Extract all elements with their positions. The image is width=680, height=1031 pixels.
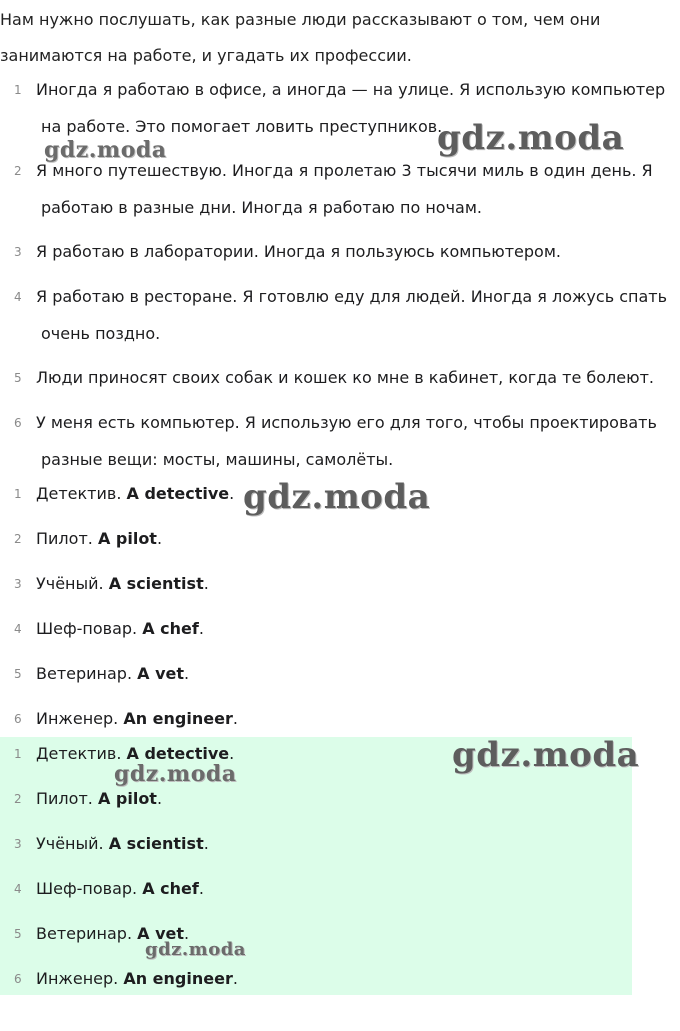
item-text-continued: работаю в разные дни. Иногда я работаю по ночам. — [41, 198, 482, 217]
item-number: 1 — [14, 83, 22, 97]
item-text-continued: на работе. Это помогает ловить преступников. — [41, 117, 443, 136]
item-number: 4 — [14, 882, 22, 896]
item-number: 1 — [14, 747, 22, 761]
item-text: Я работаю в ресторане. Я готовлю еду для людей. Иногда я ложусь спать — [36, 287, 668, 306]
item-number: 3 — [14, 577, 22, 591]
item-number: 3 — [14, 837, 22, 851]
answer-text: Детектив. A detective. — [36, 744, 235, 763]
item-number: 6 — [14, 712, 22, 726]
item-number: 2 — [14, 164, 22, 178]
answer-text: Инженер. An engineer. — [36, 969, 238, 988]
item-number: 1 — [14, 487, 22, 501]
answer-text: Пилот. A pilot. — [36, 789, 163, 808]
watermark: gdz.moda — [44, 137, 167, 163]
watermark: gdz.moda — [452, 735, 640, 775]
item-number: 5 — [14, 667, 22, 681]
answer-text: Учёный. A scientist. — [36, 574, 209, 593]
item-text-continued: разные вещи: мосты, машины, самолёты. — [41, 450, 394, 469]
answer-text: Учёный. A scientist. — [36, 834, 209, 853]
answer-text: Шеф-повар. A chef. — [36, 619, 204, 638]
answer-text: Детектив. A detective. — [36, 484, 235, 503]
item-text: Люди приносят своих собак и кошек ко мне в кабинет, когда те болеют. — [36, 368, 654, 387]
answer-text: Ветеринар. A vet. — [36, 924, 190, 943]
item-number: 2 — [14, 792, 22, 806]
answer-highlight-box — [0, 737, 632, 995]
watermark: gdz.moda — [243, 477, 431, 517]
item-number: 4 — [14, 622, 22, 636]
item-number: 5 — [14, 927, 22, 941]
item-text: У меня есть компьютер. Я использую его для того, чтобы проектировать — [36, 413, 657, 432]
item-number: 6 — [14, 972, 22, 986]
item-text: Я много путешествую. Иногда я пролетаю 3 тысячи миль в один день. Я — [36, 161, 653, 180]
intro-paragraph: Нам нужно послушать, как разные люди рассказывают о том, чем они занимаются на работе, и угадать их профессии. — [0, 10, 601, 65]
answer-text: Ветеринар. A vet. — [36, 664, 190, 683]
item-number: 2 — [14, 532, 22, 546]
item-text-continued: очень поздно. — [41, 324, 161, 343]
answer-text: Пилот. A pilot. — [36, 529, 163, 548]
watermark: gdz.moda — [114, 761, 237, 787]
item-number: 4 — [14, 290, 22, 304]
item-number: 5 — [14, 371, 22, 385]
answer-text: Шеф-повар. A chef. — [36, 879, 204, 898]
answer-text: Инженер. An engineer. — [36, 709, 238, 728]
watermark: gdz.moda — [437, 118, 625, 158]
item-text: Я работаю в лаборатории. Иногда я пользуюсь компьютером. — [36, 242, 561, 261]
item-number: 6 — [14, 416, 22, 430]
item-text: Иногда я работаю в офисе, а иногда — на улице. Я использую компьютер — [36, 80, 666, 99]
watermark: gdz.moda — [145, 939, 246, 960]
item-number: 3 — [14, 245, 22, 259]
